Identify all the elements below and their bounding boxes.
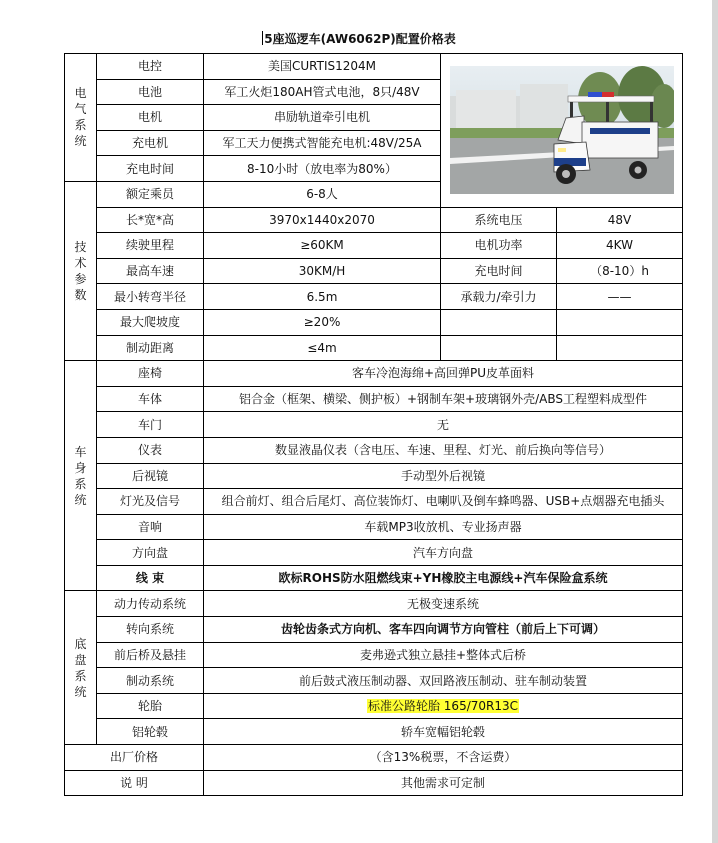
table-row <box>65 642 683 668</box>
row-value: 组合前灯、组合后尾灯、高位装饰灯、电喇叭及倒车蜂鸣器、USB+点烟器充电插头 <box>204 489 683 515</box>
row-label: 灯光及信号 <box>97 489 204 515</box>
section-chassis: 底盘系统 <box>65 591 97 745</box>
table-row <box>65 745 683 771</box>
note-label: 说 明 <box>65 770 204 796</box>
table-row <box>65 335 683 361</box>
row-label: 仪表 <box>97 437 204 463</box>
row-label: 轮胎 <box>97 693 204 719</box>
patrol-car-photo <box>450 66 674 194</box>
row-label: 充电机 <box>97 130 204 156</box>
table-row <box>65 565 683 591</box>
row-label: 电控 <box>97 54 204 80</box>
row-value: 6.5m <box>204 284 441 310</box>
row-value: 无 <box>204 412 683 438</box>
row-value: 客车冷泡海绵+高回弹PU皮革面料 <box>204 361 683 387</box>
row-value: 无极变速系统 <box>204 591 683 617</box>
section-electrical: 电气系统 <box>65 54 97 182</box>
row-value: 轿车宽幅铝轮毂 <box>204 719 683 745</box>
row-value: 美国CURTIS1204M <box>204 54 441 80</box>
row-value: 军工火炬180AH管式电池，8只/48V <box>204 79 441 105</box>
row-label: 额定乘员 <box>97 181 204 207</box>
table-row <box>65 284 683 310</box>
row-label: 制动距离 <box>97 335 204 361</box>
table-row <box>65 693 683 719</box>
row-value-2: 4KW <box>557 233 683 259</box>
spec-table <box>64 53 683 796</box>
row-label: 电池 <box>97 79 204 105</box>
row-value: 汽车方向盘 <box>204 540 683 566</box>
row-label: 制动系统 <box>97 668 204 694</box>
row-label: 座椅 <box>97 361 204 387</box>
row-value: 欧标ROHS防水阻燃线束+YH橡胶主电源线+汽车保险盒系统 <box>204 565 683 591</box>
row-label: 音响 <box>97 514 204 540</box>
title-text: 5座巡逻车(AW6062P)配置价格表 <box>264 32 456 46</box>
table-row <box>65 386 683 412</box>
table-row <box>65 514 683 540</box>
highlighted-tire-value: 标准公路轮胎 165/70R13C <box>367 699 519 714</box>
row-value: 军工天力便携式智能充电机:48V/25A <box>204 130 441 156</box>
row-value: 3970x1440x2070 <box>204 207 441 233</box>
row-value: 串励轨道牵引电机 <box>204 105 441 131</box>
row-label: 线 束 <box>97 565 204 591</box>
row-value: 麦弗逊式独立悬挂+整体式后桥 <box>204 642 683 668</box>
row-value: 车载MP3收放机、专业扬声器 <box>204 514 683 540</box>
price-value: （含13%税票，不含运费） <box>204 745 683 771</box>
row-value: 齿轮齿条式方向机、客车四向调节方向管柱（前后上下可调） <box>204 617 683 643</box>
page-edge <box>712 0 718 843</box>
row-label: 转向系统 <box>97 617 204 643</box>
note-value: 其他需求可定制 <box>204 770 683 796</box>
price-label: 出厂价格 <box>65 745 204 771</box>
table-row <box>65 233 683 259</box>
table-row <box>65 54 683 80</box>
car-photo-cell <box>441 54 683 208</box>
table-row <box>65 617 683 643</box>
row-value: ≥60KM <box>204 233 441 259</box>
row-value: 手动型外后视镜 <box>204 463 683 489</box>
row-label: 车体 <box>97 386 204 412</box>
row-label: 动力传动系统 <box>97 591 204 617</box>
row-value-2: （8-10）h <box>557 258 683 284</box>
row-label: 最大爬坡度 <box>97 309 204 335</box>
row-value-cell <box>204 693 683 719</box>
row-label: 最高车速 <box>97 258 204 284</box>
row-value: ≤4m <box>204 335 441 361</box>
row-label: 长*宽*高 <box>97 207 204 233</box>
row-label-2: 电机功率 <box>441 233 557 259</box>
table-row <box>65 361 683 387</box>
row-label-2: 系统电压 <box>441 207 557 233</box>
table-row <box>65 412 683 438</box>
row-value: 6-8人 <box>204 181 441 207</box>
table-row <box>65 719 683 745</box>
row-label-2: 充电时间 <box>441 258 557 284</box>
row-value-2 <box>557 309 683 335</box>
row-value: ≥20% <box>204 309 441 335</box>
row-label: 最小转弯半径 <box>97 284 204 310</box>
row-label: 车门 <box>97 412 204 438</box>
row-value: 30KM/H <box>204 258 441 284</box>
row-value: 数显液晶仪表（含电压、车速、里程、灯光、前后换向等信号） <box>204 437 683 463</box>
row-label-2 <box>441 335 557 361</box>
row-label: 方向盘 <box>97 540 204 566</box>
row-value: 铝合金（框架、横梁、侧护板）+钢制车架+玻璃钢外壳/ABS工程塑料成型件 <box>204 386 683 412</box>
row-label: 续驶里程 <box>97 233 204 259</box>
row-value: 8-10小时（放电率为80%） <box>204 156 441 182</box>
table-row <box>65 309 683 335</box>
table-row <box>65 540 683 566</box>
table-row <box>65 207 683 233</box>
row-value-2 <box>557 335 683 361</box>
row-label: 铝轮毂 <box>97 719 204 745</box>
table-row <box>65 463 683 489</box>
table-row <box>65 258 683 284</box>
section-technical: 技术参数 <box>65 181 97 360</box>
row-label-2 <box>441 309 557 335</box>
table-row <box>65 489 683 515</box>
row-value: 前后鼓式液压制动器、双回路液压制动、驻车制动装置 <box>204 668 683 694</box>
row-value-2: 48V <box>557 207 683 233</box>
table-row <box>65 770 683 796</box>
row-value-2: —— <box>557 284 683 310</box>
row-label: 后视镜 <box>97 463 204 489</box>
section-body: 车身系统 <box>65 361 97 591</box>
table-row <box>65 668 683 694</box>
table-row <box>65 591 683 617</box>
row-label: 电机 <box>97 105 204 131</box>
document-title <box>0 30 718 47</box>
row-label: 充电时间 <box>97 156 204 182</box>
table-row <box>65 437 683 463</box>
row-label-2: 承载力/牵引力 <box>441 284 557 310</box>
row-label: 前后桥及悬挂 <box>97 642 204 668</box>
